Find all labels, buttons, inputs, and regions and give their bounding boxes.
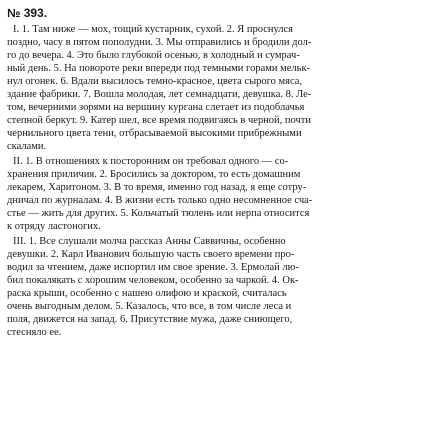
text-line: II. 1. В отношениях к посторонним он требовал одного — со- <box>13 156 289 167</box>
text-line: лекарем, Харитоном. 3. В то время, именно год назад, я еще сотру- <box>7 182 307 193</box>
section-1 <box>7 23 419 153</box>
section-2 <box>7 155 419 233</box>
text-line: III. 1. Все слушали молча рассказ Анны Саввичны, особенно <box>13 236 286 247</box>
text-line: стесняло ее. <box>7 327 62 338</box>
text-line: раска крыши, особенно с нашею олифою и краской, считалась <box>7 288 287 299</box>
text-line: том, вечерними зорями на вершину кургана слетает из подоблачья <box>7 102 305 113</box>
text-line: ный день. 5. На повороте реки впереди под темными горами мельк- <box>7 63 311 74</box>
text-line: дничал по журналам. 4. В жизни есть только одно несомненное сча- <box>7 195 313 206</box>
text-line: чернильного цвета тени, отбрасываемой высокими прибрежными <box>7 128 302 139</box>
text-line: поздно, часу в пятом пополудни. 3. Мы отправились и бродили дол- <box>7 37 312 48</box>
text-line: степной беркут. 9. Катер шел, все время подвигаясь в черной, почти <box>7 115 312 126</box>
text-line: I. 1. Там ниже — мох, тощий кустарник, сухой. 2. Я проснулся <box>13 24 294 35</box>
text-line: девушки. 2. Карл Иванович большую часть своего времени про- <box>7 249 295 260</box>
text-line: бил покалякать с хорошим человеком, особенно за чаркой. 4. Ок- <box>7 275 299 286</box>
section-3 <box>7 235 419 339</box>
text-line: хранения приличия. 2. Бросились за доктором, то есть домашним <box>7 169 301 180</box>
text-line: поля, движется на запад. 6. Присутствие мужа, даже сниющего, <box>7 314 293 325</box>
text-line: здание фабрики. 7. Вошла молодая, лет семнадцати, девушка. 8. Ле- <box>7 89 312 100</box>
text-line: водил за чтением, даже испортил им свое зрение. 3. Ермолай лю- <box>7 262 299 273</box>
text-line: скалами. <box>7 141 47 152</box>
text-line: к отряду ластоногих. <box>7 221 101 232</box>
text-line: нул огонек. 6. Вдали высилось темно-красное, цвета сырого мяса, <box>7 76 303 87</box>
text-line: го до вечера. 4. Это было глубокой осенью, в холодный и сумрач- <box>7 50 300 61</box>
text-line: очень выгодным делом. 5. Казалось, что все, в том числе леса и <box>7 301 292 312</box>
exercise-number: № 393. <box>7 6 48 20</box>
text-line: стье — жить для других. 5. Кольчатый тюлень или нерпа относится <box>7 208 310 219</box>
